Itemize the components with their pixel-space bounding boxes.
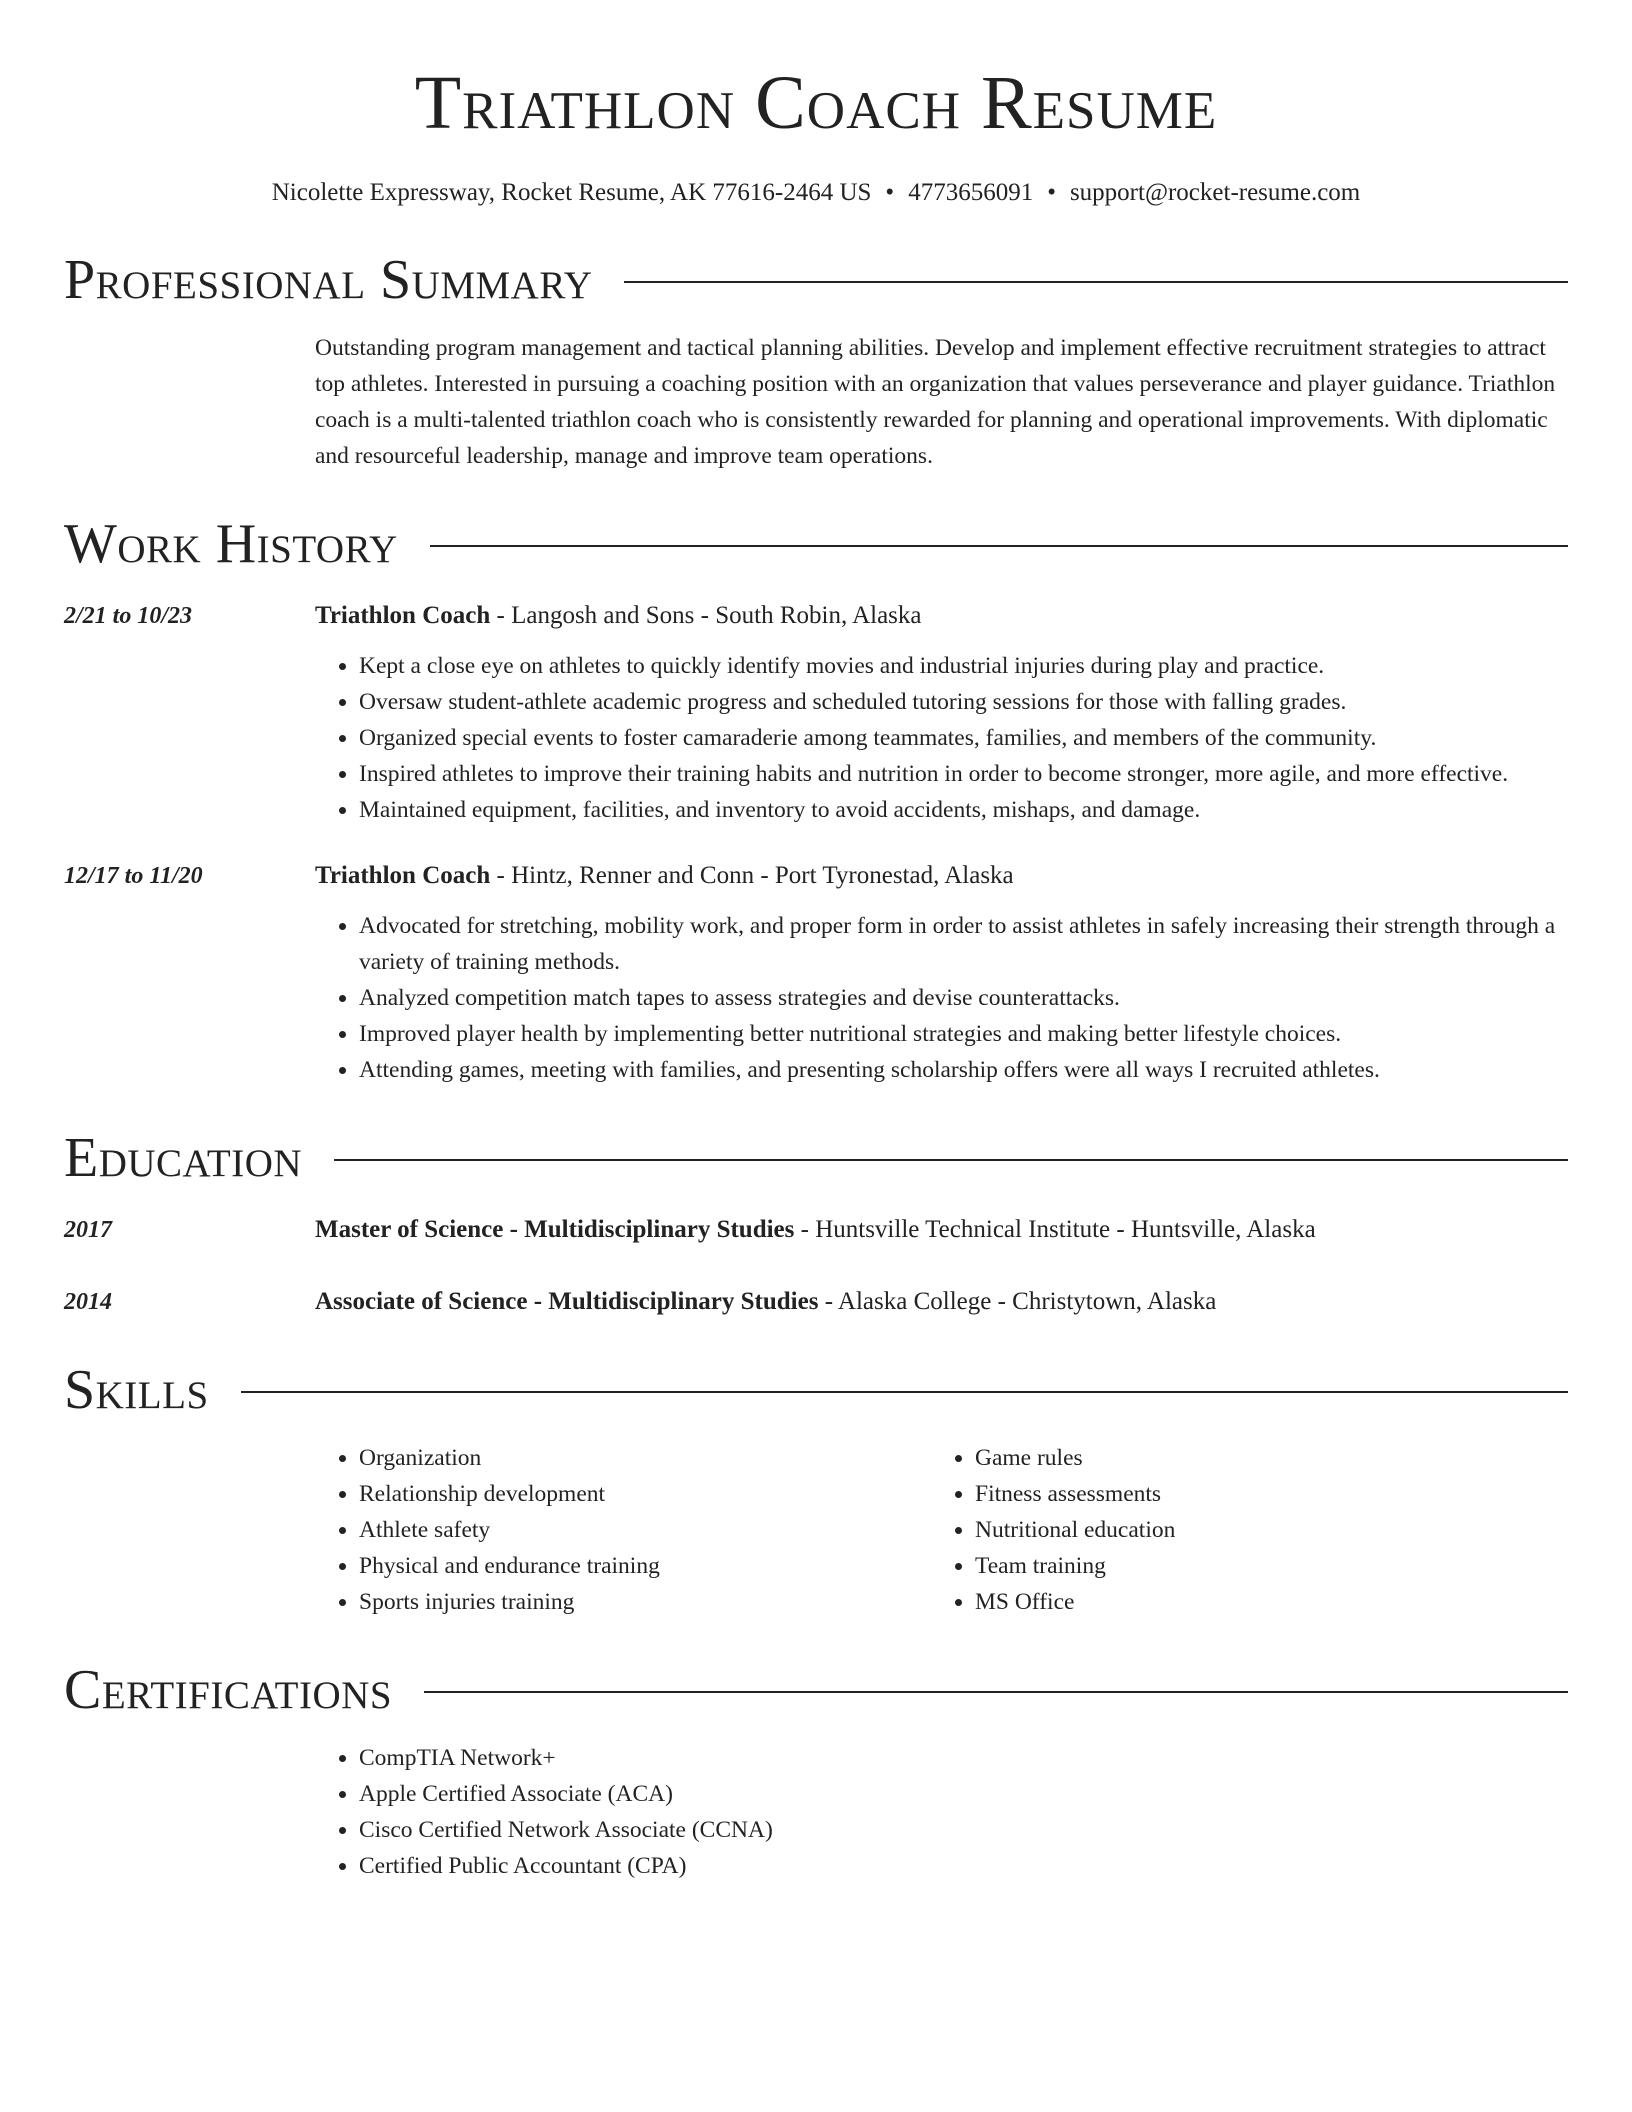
- certification-item: • Cisco Certified Network Associate (CCNA): [359, 1812, 1568, 1848]
- job-bullet: • Oversaw student-athlete academic progress and scheduled tutoring sessions for those with falling grades.: [359, 684, 1568, 720]
- resume-title: Triathlon Coach Resume: [414, 61, 1218, 145]
- certification-item: • Apple Certified Associate (ACA): [359, 1776, 1568, 1812]
- job-dates: 2/21 to 10/23: [64, 603, 193, 629]
- job-title: Triathlon Coach: [315, 602, 491, 629]
- job-employer: - Hintz, Renner and Conn - Port Tyronestad, Alaska: [490, 862, 1014, 889]
- section-title-skills: Skills: [64, 1359, 209, 1421]
- summary-text: Outstanding program management and tactical planning abilities. Develop and implement effective recruitment strategies to attract top athletes. Interested in pursuing a coaching position with an organization that values perseverance and player guidance. Triathlon coach is a multi-talented triathlon coach who is consistently rewarded for planning and operational improvements. With diplomatic and resourceful leadership, manage and improve team operations.: [315, 335, 1556, 469]
- education-year: 2017: [64, 1217, 112, 1243]
- contact-phone: 4773656091: [908, 179, 1034, 206]
- skill-item: • Nutritional education: [975, 1512, 1547, 1548]
- job-heading: [315, 858, 1568, 894]
- job-bullet-list: [315, 648, 1568, 828]
- job-dates: 12/17 to 11/20: [64, 863, 203, 889]
- certifications-list: [315, 1740, 1568, 1884]
- skill-item: • Relationship development: [359, 1476, 931, 1512]
- job-bullet: • Improved player health by implementing better nutritional strategies and making better lifestyle choices.: [359, 1016, 1568, 1052]
- section-divider: [241, 1391, 1568, 1393]
- job-body: [315, 858, 1568, 1088]
- job-heading: [315, 598, 1568, 634]
- job-entry: [64, 598, 1568, 828]
- job-bullet-list: [315, 908, 1568, 1088]
- education-degree: Associate of Science - Multidisciplinary Studies: [315, 1288, 819, 1315]
- education-degree: Master of Science - Multidisciplinary Studies: [315, 1216, 795, 1243]
- education-school: - Huntsville Technical Institute - Huntsville, Alaska: [794, 1216, 1316, 1243]
- education-entry: [64, 1212, 1568, 1248]
- job-bullet: • Inspired athletes to improve their training habits and nutrition in order to become stronger, more agile, and more effective.: [359, 756, 1568, 792]
- certification-item: • Certified Public Accountant (CPA): [359, 1848, 1568, 1884]
- section-header-education: [64, 1126, 1568, 1190]
- job-body: [315, 598, 1568, 828]
- skills-columns: [315, 1440, 1568, 1620]
- section-header-skills: [64, 1358, 1568, 1422]
- certifications-block: [315, 1740, 1568, 1884]
- contact-email: support@rocket-resume.com: [1069, 179, 1361, 206]
- skills-list-right: [931, 1440, 1547, 1620]
- section-title-work: Work History: [64, 513, 398, 575]
- section-divider: [624, 281, 1568, 283]
- section-divider: [424, 1691, 1568, 1693]
- education-school: - Alaska College - Christytown, Alaska: [818, 1288, 1217, 1315]
- job-bullet: • Attending games, meeting with families, and presenting scholarship offers were all ways I recruited athletes.: [359, 1052, 1568, 1088]
- skill-item: • Physical and endurance training: [359, 1548, 931, 1584]
- job-bullet: • Advocated for stretching, mobility work, and proper form in order to assist athletes in safely increasing their strength through a variety of training methods.: [359, 908, 1568, 980]
- education-entry: [64, 1284, 1568, 1320]
- education-year: 2014: [64, 1289, 112, 1315]
- education-heading: [315, 1212, 1568, 1248]
- section-title-certifications: Certifications: [64, 1659, 393, 1721]
- job-bullet: • Maintained equipment, facilities, and inventory to avoid accidents, mishaps, and damage.: [359, 792, 1568, 828]
- skill-item: • Sports injuries training: [359, 1584, 931, 1620]
- section-header-certifications: [64, 1658, 1568, 1722]
- job-title: Triathlon Coach: [315, 862, 491, 889]
- section-divider: [334, 1159, 1568, 1161]
- skill-item: • Athlete safety: [359, 1512, 931, 1548]
- section-title-education: Education: [64, 1127, 303, 1189]
- skill-item: • MS Office: [975, 1584, 1547, 1620]
- contact-separator: •: [1047, 179, 1056, 206]
- skill-item: • Fitness assessments: [975, 1476, 1547, 1512]
- job-entry: [64, 858, 1568, 1088]
- certification-item: • CompTIA Network+: [359, 1740, 1568, 1776]
- section-divider: [430, 545, 1568, 547]
- job-bullet: • Organized special events to foster camaraderie among teammates, families, and members of the community.: [359, 720, 1568, 756]
- section-title-summary: Professional Summary: [64, 249, 593, 311]
- job-employer: - Langosh and Sons - South Robin, Alaska: [490, 602, 922, 629]
- section-header-work: [64, 512, 1568, 576]
- skills-list-left: [315, 1440, 931, 1620]
- contact-line: [64, 176, 1568, 210]
- section-header-summary: [64, 248, 1568, 312]
- contact-separator: •: [885, 179, 895, 206]
- skill-item: • Game rules: [975, 1440, 1547, 1476]
- job-bullet: • Kept a close eye on athletes to quickly identify movies and industrial injuries during play and practice.: [359, 648, 1568, 684]
- skill-item: • Team training: [975, 1548, 1547, 1584]
- education-heading: [315, 1284, 1568, 1320]
- skill-item: • Organization: [359, 1440, 931, 1476]
- contact-address: Nicolette Expressway, Rocket Resume, AK 77616-2464 US: [271, 179, 872, 206]
- job-bullet: • Analyzed competition match tapes to assess strategies and devise counterattacks.: [359, 980, 1568, 1016]
